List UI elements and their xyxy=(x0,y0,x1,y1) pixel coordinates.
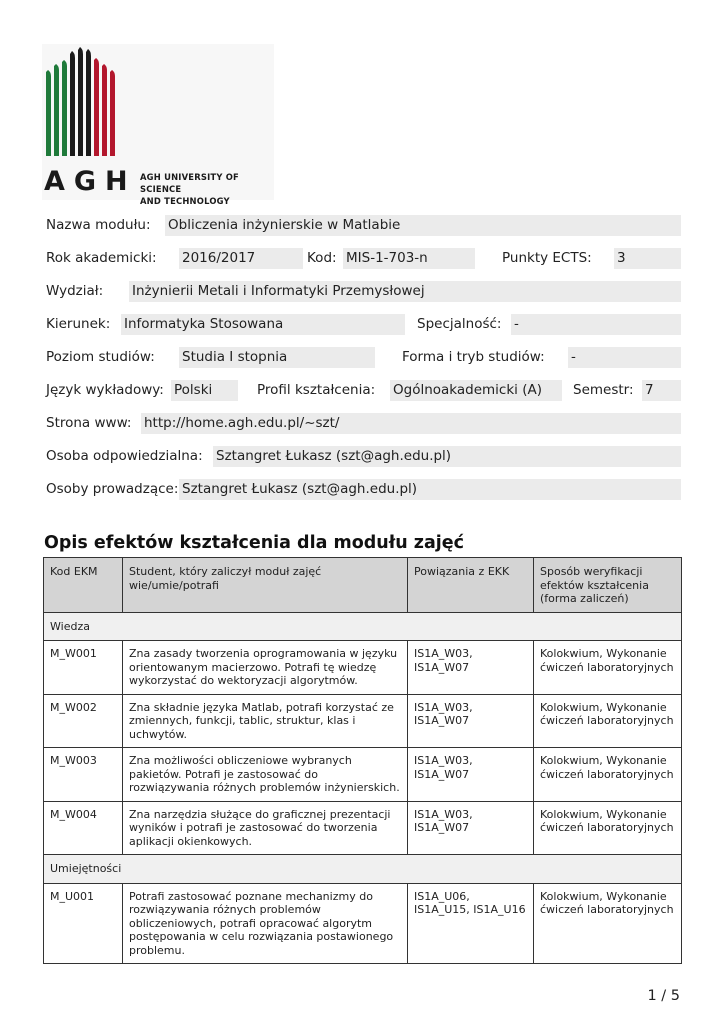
category-label: Umiejętności xyxy=(44,855,682,884)
logo-university-line1: AGH UNIVERSITY OF SCIENCE xyxy=(140,172,239,194)
cell-description: Zna składnie języka Matlab, potrafi korzystać ze zmiennych, funkcji, tablic, struktur, klas i uchwytów. xyxy=(123,694,408,748)
wydzial-label: Wydział: xyxy=(46,283,104,299)
kierunek-value: Informatyka Stosowana xyxy=(121,314,405,335)
profil-ksztalcenia-label: Profil kształcenia: xyxy=(257,382,376,398)
table-row xyxy=(44,641,682,695)
semestr-label: Semestr: xyxy=(573,382,634,398)
cell-description: Zna zasady tworzenia oprogramowania w języku orientowanym macierzowo. Potrafi tę wiedzę wykorzystać do wektoryzacji algorytmów. xyxy=(123,641,408,695)
osoby-prowadzace-value: Sztangret Łukasz (szt@agh.edu.pl) xyxy=(179,479,681,500)
osoba-odpowiedzialna-value: Sztangret Łukasz (szt@agh.edu.pl) xyxy=(213,446,681,467)
forma-tryb-label: Forma i tryb studiów: xyxy=(402,349,545,365)
semestr-value: 7 xyxy=(642,380,681,401)
cell-description: Potrafi zastosować poznane mechanizmy do rozwiązywania różnych problemów obliczeniowych, potrafi opracować algorytm postępowania w celu rozwiązania postawionego problemu. xyxy=(123,883,408,964)
rok-akademicki-label: Rok akademicki: xyxy=(46,250,157,266)
cell-code: M_W001 xyxy=(44,641,123,695)
strona-www-label: Strona www: xyxy=(46,415,132,431)
section-title: Opis efektów kształcenia dla modułu zajęć xyxy=(44,533,465,553)
cell-code: M_U001 xyxy=(44,883,123,964)
nazwa-modulu-value: Obliczenia inżynierskie w Matlabie xyxy=(165,215,681,236)
logo-university-line2: AND TECHNOLOGY xyxy=(140,196,230,206)
header-student: Student, który zaliczył moduł zajęć wie/umie/potrafi xyxy=(123,558,408,613)
table-row xyxy=(44,694,682,748)
poziom-studiow-value: Studia I stopnia xyxy=(179,347,375,368)
cell-links: IS1A_W03, IS1A_W07 xyxy=(408,801,534,855)
learning-outcomes-table xyxy=(43,557,682,964)
cell-description: Zna możliwości obliczeniowe wybranych pakietów. Potrafi je zastosować do rozwiązywania różnych problemów inżynierskich. xyxy=(123,748,408,802)
punkty-ects-label: Punkty ECTS: xyxy=(502,250,592,266)
header-powiazania: Powiązania z EKK xyxy=(408,558,534,613)
poziom-studiow-label: Poziom studiów: xyxy=(46,349,155,365)
specjalnosc-label: Specjalność: xyxy=(417,316,502,332)
cell-code: M_W003 xyxy=(44,748,123,802)
table-header-row xyxy=(44,558,682,613)
logo-wordmark: AGH xyxy=(44,166,137,197)
kod-label: Kod: xyxy=(307,250,337,266)
cell-verification: Kolokwium, Wykonanie ćwiczeń laboratoryjnych xyxy=(534,883,682,964)
cell-verification: Kolokwium, Wykonanie ćwiczeń laboratoryjnych xyxy=(534,641,682,695)
cell-code: M_W004 xyxy=(44,801,123,855)
punkty-ects-value: 3 xyxy=(614,248,681,269)
cell-links: IS1A_W03, IS1A_W07 xyxy=(408,641,534,695)
kierunek-label: Kierunek: xyxy=(46,316,111,332)
cell-links: IS1A_U06, IS1A_U15, IS1A_U16 xyxy=(408,883,534,964)
cell-links: IS1A_W03, IS1A_W07 xyxy=(408,748,534,802)
logo-university-name xyxy=(140,171,274,207)
cell-code: M_W002 xyxy=(44,694,123,748)
agh-logo xyxy=(42,44,274,206)
nazwa-modulu-label: Nazwa modułu: xyxy=(46,217,151,233)
header-kod-ekm: Kod EKM xyxy=(44,558,123,613)
strona-www-value: http://home.agh.edu.pl/~szt/ xyxy=(141,413,681,434)
osoba-odpowiedzialna-label: Osoba odpowiedzialna: xyxy=(46,448,203,464)
cell-verification: Kolokwium, Wykonanie ćwiczeń laboratoryjnych xyxy=(534,748,682,802)
category-row xyxy=(44,612,682,641)
specjalnosc-value: - xyxy=(511,314,681,335)
rok-akademicki-value: 2016/2017 xyxy=(179,248,303,269)
wydzial-value: Inżynierii Metali i Informatyki Przemysłowej xyxy=(129,281,681,302)
cell-links: IS1A_W03, IS1A_W07 xyxy=(408,694,534,748)
jezyk-wykladowy-label: Język wykładowy: xyxy=(46,382,164,398)
jezyk-wykladowy-value: Polski xyxy=(171,380,238,401)
category-label: Wiedza xyxy=(44,612,682,641)
cell-verification: Kolokwium, Wykonanie ćwiczeń laboratoryjnych xyxy=(534,694,682,748)
header-sposob-weryfikacji: Sposób weryfikacji efektów kształcenia (forma zaliczeń) xyxy=(534,558,682,613)
category-row xyxy=(44,855,682,884)
cell-description: Zna narzędzia służące do graficznej prezentacji wyników i potrafi je zastosować do tworzenia aplikacji okienkowych. xyxy=(123,801,408,855)
table-row xyxy=(44,748,682,802)
table-row xyxy=(44,883,682,964)
forma-tryb-value: - xyxy=(568,347,681,368)
kod-value: MIS-1-703-n xyxy=(343,248,475,269)
profil-ksztalcenia-value: Ogólnoakademicki (A) xyxy=(390,380,562,401)
page-number: 1 / 5 xyxy=(647,988,680,1004)
cell-verification: Kolokwium, Wykonanie ćwiczeń laboratoryjnych xyxy=(534,801,682,855)
table-row xyxy=(44,801,682,855)
osoby-prowadzace-label: Osoby prowadzące: xyxy=(46,481,179,497)
agh-logo-bars xyxy=(42,44,274,164)
